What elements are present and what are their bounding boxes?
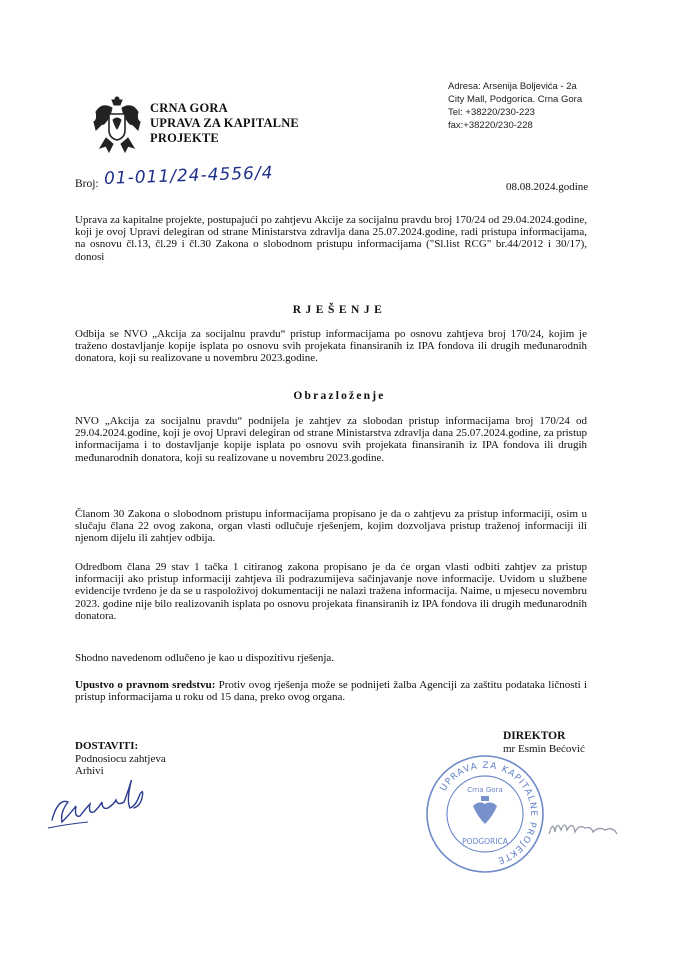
coat-of-arms-icon (92, 96, 142, 154)
stamp-emblem-icon (473, 796, 497, 824)
decision-heading: RJEŠENJE (292, 304, 387, 316)
org-line-country: CRNA GORA (150, 101, 228, 115)
delivery-item-applicant: Podnosiocu zahtjeva (75, 752, 166, 765)
delivery-block (75, 740, 166, 778)
reasoning-paragraph-2: Članom 30 Zakona o slobodnom pristupu informacijama propisano je da o zahtjevu za pristup informaciji, osim u slučaju člana 22 ovog zakona, organ vlasti odlučuje rješenjem, kojim dozvoljava pristup traženoj informaciji ili njenom dijelu ili zahtjev odbija. (75, 508, 587, 545)
fax-number: fax:+38220/230-228 (448, 120, 533, 131)
reasoning-heading: Obrazloženje (293, 390, 386, 402)
director-title: DIREKTOR (503, 730, 566, 742)
address-line-1: Adresa: Arsenija Boljevića - 2a (448, 81, 577, 92)
signature-right-icon (545, 812, 635, 842)
stamp-bottom-text: PODGORICA (462, 837, 508, 846)
official-stamp-icon (423, 752, 547, 876)
legal-remedy-paragraph (75, 679, 587, 703)
address-line-2: City Mall, Podgorica. Crna Gora (448, 94, 583, 105)
signature-left-icon (40, 780, 190, 840)
phone-number: Tel: +38220/230-223 (448, 107, 535, 118)
reference-number-handwritten: 01-011/24-4556/4 (103, 163, 274, 189)
legal-remedy-text: Protiv ovog rješenja može se podnijeti žalba Agenciji za zaštitu podataka ličnosti i pristup informacijama u roku od 15 dana, preko ovog organa. (75, 679, 587, 704)
delivery-heading: DOSTAVITI: (75, 740, 139, 752)
document-date: 08.08.2024.godine (506, 181, 589, 193)
org-line-agency: UPRAVA ZA KAPITALNE (150, 116, 299, 130)
reasoning-paragraph-1: NVO „Akcija za socijalnu pravdu“ podnijela je zahtjev za slobodan pristup informacijama broj 170/24 od 29.04.2024.godine, koji je ovoj Upravi delegiran od strane Ministarstva zdravlja dana 25.07.2024.godine, za pristup informacijama i to dostavljanje kopije isplata po osnovu svih projekata finansiranih iz IPA fondova ili drugih međunarodnih donatora, koji su realizovane u novembru 2023.godine. (75, 415, 587, 464)
stamp-top-text: Crna Gora (467, 786, 503, 794)
decision-paragraph: Odbija se NVO „Akcija za socijalnu pravdu“ pristup informacijama po osnovu zahtjeva broj 170/24, kojim je traženo dostavljanje kopije isplata po osnovu svih projekata finansiranih iz IPA fondova ili drugih međunarodnih donatora, koji su realizovane u novembru 2023.godine. (75, 328, 587, 365)
director-name: mr Esmin Bećović (503, 743, 585, 755)
delivery-item-archive: Arhivi (75, 765, 104, 777)
reference-label: Broj: (75, 178, 99, 190)
reasoning-paragraph-3: Odredbom člana 29 stav 1 tačka 1 citiranog zakona propisano je da će organ vlasti odbiti zahtjev za pristup informaciji ako pristup informaciji zahtjeva ili podrazumijeva sačinjavanje nove informacije. Uvidom u službene evidencije tvrđeno je da se u raspoloživoj dokumentaciji ne nalazi tražena informacija. Naime, u mjesecu novembru 2023. godine nije bilo realizovanih isplata po osnovu projekata finansiranih iz IPA fondova ili drugih međunarodnih donatora. (75, 561, 587, 622)
legal-remedy-label: Upustvo o pravnom sredstvu: (75, 679, 216, 691)
reasoning-paragraph-4: Shodno navedenom odlučeno je kao u dispozitivu rješenja. (75, 652, 335, 664)
organization-name (150, 101, 299, 146)
contact-block (448, 80, 582, 132)
stamp-outer-text: UPRAVA ZA KAPITALNE PROJEKTE (438, 760, 539, 866)
intro-paragraph: Uprava za kapitalne projekte, postupajući po zahtjevu Akcije za socijalnu pravdu broj 170/24 od 29.04.2024.godine, koji je ovoj Upravi delegiran od strane Ministarstva zdravlja dana 25.07.2024.godine, radi pristupa informacijama, na osnovu čl.13, čl.29 i čl.30 Zakona o slobodnom pristupu informacijama ("Sl.list RCG" br.44/2012 i 30/17), donosi (75, 214, 587, 263)
org-line-agency-cont: PROJEKTE (150, 131, 219, 145)
